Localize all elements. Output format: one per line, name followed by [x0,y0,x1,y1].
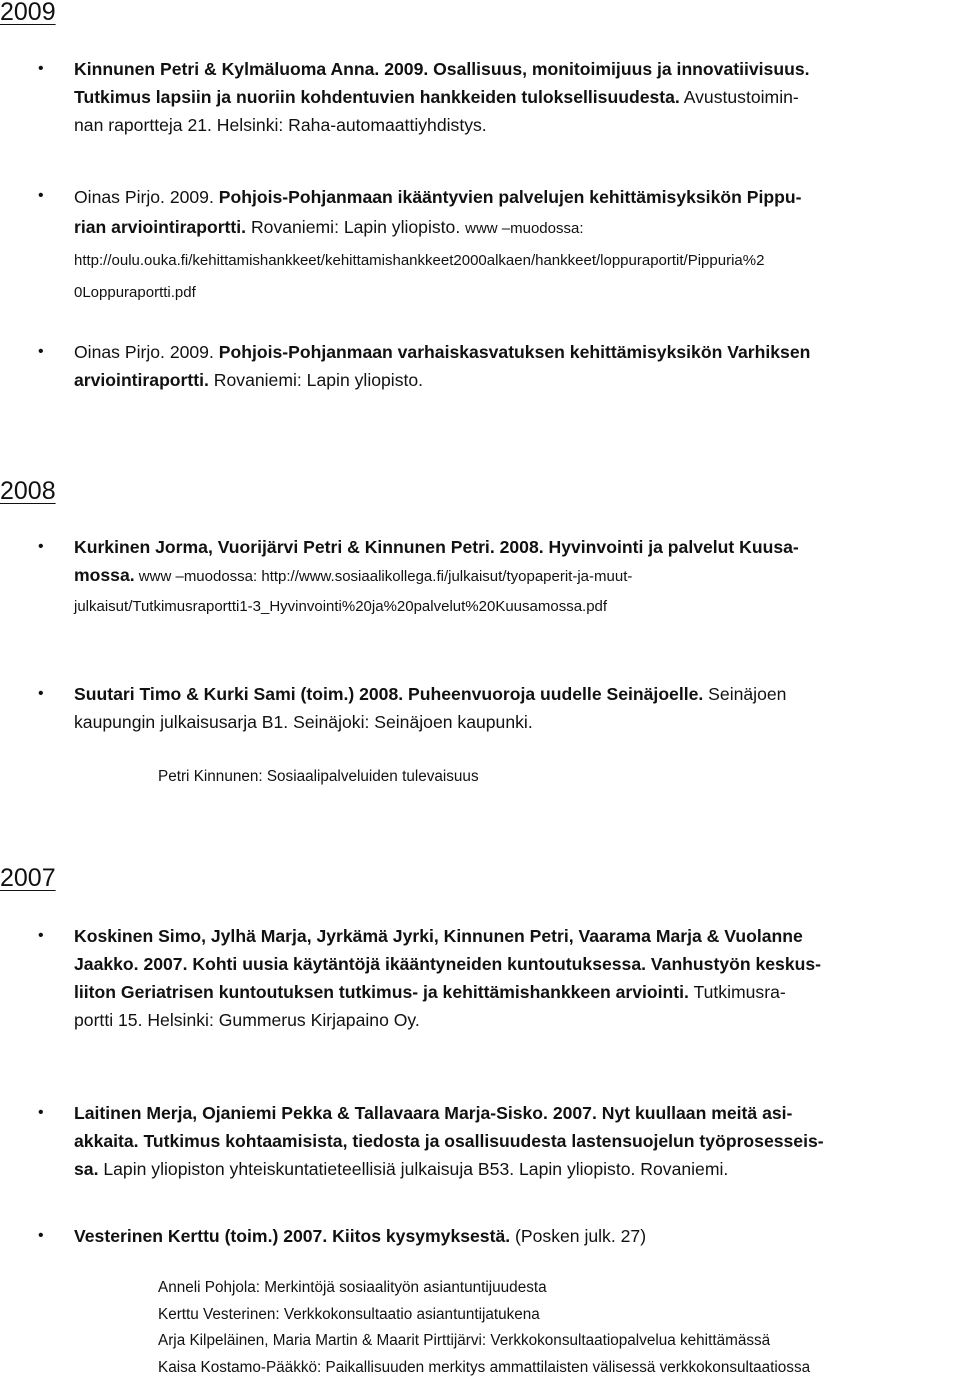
reference-segment: kaupungin julkaisusarja B1. Seinäjoki: Seinäjoen kaupunki. [74,712,533,732]
footer-notes [158,1275,810,1381]
year-heading-2008: 2008 [0,477,56,505]
reference-title-segment: arviointiraportti. [74,370,209,390]
reference-title-segment: Vesterinen Kerttu (toim.) 2007. Kiitos kysymyksestä. [74,1226,511,1246]
reference-title-segment: Kurkinen Jorma, Vuorijärvi Petri & Kinnunen Petri. 2008. Hyvinvointi ja palvelut Kuusa- [74,537,799,557]
reference-segment: Seinäjoen [703,684,787,704]
bullet-icon: • [38,538,44,555]
reference-segment: (Posken julk. 27) [510,1226,647,1246]
reference-segment: Oinas Pirjo. 2009. [74,187,219,207]
reference-line [74,212,924,244]
url-text: 0Loppuraportti.pdf [74,284,196,301]
reference-text [74,922,924,1034]
reference-line [74,1099,924,1127]
reference-line [74,55,924,83]
reference-title-segment: Kinnunen Petri & Kylmäluoma Anna. 2009. Osallisuus, monitoimijuus ja innovatiivisuus. [74,59,810,79]
reference-line [74,561,924,591]
reference-title-segment: mossa. [74,565,135,585]
bullet-icon: • [38,60,44,77]
reference-title-segment: Tutkimus lapsiin ja nuoriin kohdentuvien hankkeiden tuloksellisuudesta. [74,87,680,107]
url-text: www –muodossa: [465,220,584,237]
reference-line [74,1155,924,1183]
bullet-icon: • [38,927,44,944]
reference-line [74,1222,924,1250]
reference-line [74,338,924,366]
reference-line [74,950,924,978]
reference-line [74,83,924,111]
reference-text [74,182,924,308]
reference-line [74,244,924,276]
reference-text [74,1099,924,1183]
reference-title-segment: Jaakko. 2007. Kohti uusia käytäntöjä ikääntyneiden kuntoutuksessa. Vanhustyön keskus- [74,954,822,974]
footer-note: Kerttu Vesterinen: Verkkokonsultaatio asiantuntijatukena [158,1305,540,1323]
reference-segment: Avustustoimin- [679,87,799,107]
year-heading-2009: 2009 [0,0,56,26]
reference-text [74,55,924,139]
url-text: julkaisut/Tutkimusraportti1-3_Hyvinvointi%20ja%20palvelut%20Kuusamossa.pdf [74,598,608,615]
reference-line [74,366,924,394]
reference-line [74,276,924,308]
reference-title-segment: rian arviointiraportti. [74,217,247,237]
footer-note: Kaisa Kostamo-Pääkkö: Paikallisuuden merkitys ammattilaisten välisessä verkkokonsultaatiossa [158,1358,811,1376]
reference-line [74,708,924,736]
reference-segment: Lapin yliopiston yhteiskuntatieteellisiä julkaisuja B53. Lapin yliopisto. Rovaniemi. [98,1159,729,1179]
reference-line [74,978,924,1006]
footer-note: Arja Kilpeläinen, Maria Martin & Maarit Pirttijärvi: Verkkokonsultaatiopalvelua kehittämässä [158,1332,771,1349]
url-text: http://oulu.ouka.fi/kehittamishankkeet/kehittamishankkeet2000alkaen/hankkeet/loppuraportit/Pippuria%2 [74,252,765,269]
reference-segment: Oinas Pirjo. 2009. [74,342,219,362]
reference-text [74,680,924,736]
reference-segment: Rovaniemi: Lapin yliopisto. [246,217,466,237]
reference-line [74,1006,924,1034]
footer-note: Anneli Pohjola: Merkintöjä sosiaalityön asiantuntijuudesta [158,1279,547,1296]
reference-title-segment: Koskinen Simo, Jylhä Marja, Jyrkämä Jyrki, Kinnunen Petri, Vaarama Marja & Vuolanne [74,926,803,946]
reference-title-segment: Laitinen Merja, Ojaniemi Pekka & Tallavaara Marja-Sisko. 2007. Nyt kuullaan meitä asi- [74,1103,793,1123]
reference-text [74,338,924,394]
reference-line [74,591,924,621]
url-text: www –muodossa: http://www.sosiaalikollega.fi/julkaisut/tyopaperit-ja-muut- [134,568,633,585]
reference-title-segment: Suutari Timo & Kurki Sami (toim.) 2008. Puheenvuoroja uudelle Seinäjoelle. [74,684,704,704]
bullet-icon: • [38,343,44,360]
reference-segment: Rovaniemi: Lapin yliopisto. [208,370,424,390]
reference-segment: Tutkimusra- [688,982,786,1002]
reference-title-segment: akkaita. Tutkimus kohtaamisista, tiedosta ja osallisuudesta lastensuojelun työprosesseis- [74,1131,824,1151]
reference-line [74,1127,924,1155]
reference-text [74,533,924,621]
reference-line [74,111,924,139]
reference-line [74,922,924,950]
bullet-icon: • [38,187,44,204]
reference-line [74,680,924,708]
year-heading-2007: 2007 [0,864,56,892]
reference-title-segment: liiton Geriatrisen kuntoutuksen tutkimus- ja kehittämishankkeen arviointi. [74,982,689,1002]
reference-line [74,533,924,561]
reference-title-segment: Pohjois-Pohjanmaan ikääntyvien palvelujen kehittämisyksikön Pippu- [218,187,802,207]
reference-line [74,182,924,212]
reference-title-segment: Pohjois-Pohjanmaan varhaiskasvatuksen kehittämisyksikön Varhiksen [218,342,811,362]
reference-title-segment: sa. [74,1159,99,1179]
reference-segment: portti 15. Helsinki: Gummerus Kirjapaino Oy. [74,1010,420,1030]
reference-segment: nan raportteja 21. Helsinki: Raha-automaattiyhdistys. [74,115,487,135]
section-note: Petri Kinnunen: Sosiaalipalveluiden tulevaisuus [158,768,479,785]
bullet-icon: • [38,1104,44,1121]
reference-text [74,1222,924,1250]
bullet-icon: • [38,685,44,702]
bullet-icon: • [38,1227,44,1244]
